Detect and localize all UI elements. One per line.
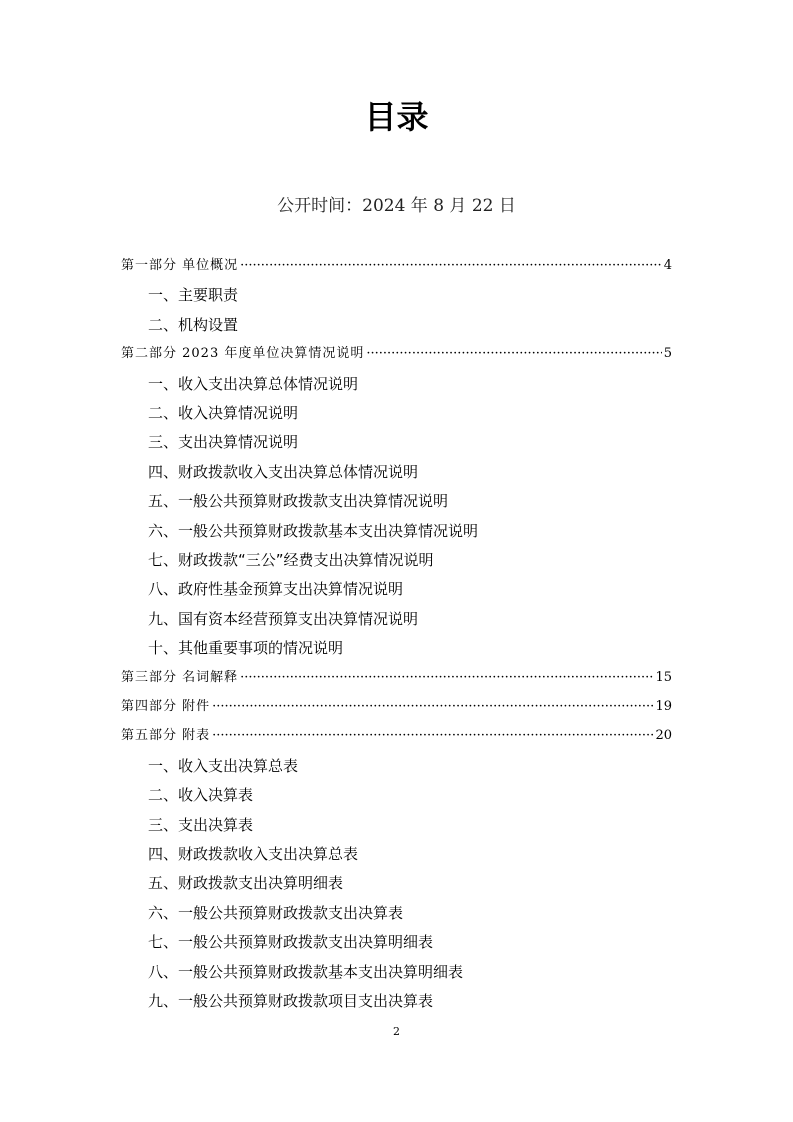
toc-item[interactable]: 二、收入决算情况说明 <box>148 404 299 422</box>
toc-part[interactable] <box>121 343 672 365</box>
toc-leader-dots <box>240 255 662 277</box>
toc-item[interactable]: 二、机构设置 <box>148 315 239 334</box>
toc-item[interactable]: 一、收入支出决算总表 <box>148 756 299 775</box>
toc-leader-dots <box>212 725 653 747</box>
toc-part[interactable] <box>121 667 672 689</box>
toc-part-label: 第四部分 附件 <box>121 699 211 714</box>
toc-page-number: 20 <box>655 728 672 744</box>
toc-leader-dots <box>212 696 653 718</box>
toc-item[interactable]: 五、一般公共预算财政拨款支出决算情况说明 <box>148 492 449 511</box>
toc-item[interactable]: 一、收入支出决算总体情况说明 <box>148 374 359 393</box>
toc-item[interactable]: 七、一般公共预算财政拨款支出决算明细表 <box>148 933 434 952</box>
toc-leader-dots <box>240 667 653 689</box>
toc-part-label: 第三部分 名词解释 <box>121 669 239 685</box>
toc-item[interactable]: 二、收入决算表 <box>148 786 254 805</box>
toc-item[interactable]: 三、支出决算情况说明 <box>148 433 299 452</box>
toc-item[interactable]: 四、财政拨款收入支出决算总体情况说明 <box>148 462 419 481</box>
toc-part[interactable] <box>121 255 672 277</box>
toc-part-label: 第五部分 附表 <box>121 728 211 744</box>
toc-item[interactable]: 九、一般公共预算财政拨款项目支出决算表 <box>148 992 434 1010</box>
toc-item[interactable]: 八、政府性基金预算支出决算情况说明 <box>148 580 404 599</box>
toc-part[interactable] <box>121 696 672 718</box>
toc-page-number: 15 <box>655 669 672 685</box>
page-number: 2 <box>393 1025 400 1038</box>
toc-item[interactable]: 六、一般公共预算财政拨款基本支出决算情况说明 <box>148 521 479 540</box>
toc-part-label: 第一部分 单位概况 <box>121 258 239 273</box>
toc-part-label: 第二部分 2023 年度单位决算情况说明 <box>121 346 365 362</box>
toc-page-number: 5 <box>663 346 672 362</box>
toc-item[interactable]: 一、主要职责 <box>148 286 239 305</box>
toc-item[interactable]: 四、财政拨款收入支出决算总表 <box>148 845 359 863</box>
toc-item[interactable]: 五、财政拨款支出决算明细表 <box>148 874 344 893</box>
toc-page-number: 4 <box>663 258 672 273</box>
toc-page-number: 19 <box>655 699 672 714</box>
page-title: 目录 <box>364 98 429 136</box>
toc-item[interactable]: 七、财政拨款“三公”经费支出决算情况说明 <box>148 551 434 569</box>
toc-item[interactable]: 十、其他重要事项的情况说明 <box>148 639 344 658</box>
toc-part[interactable] <box>121 725 672 747</box>
toc-item[interactable]: 三、支出决算表 <box>148 815 254 834</box>
toc-item[interactable]: 八、一般公共预算财政拨款基本支出决算明细表 <box>148 962 464 981</box>
publish-date: 公开时间：2024 年 8 月 22 日 <box>277 196 516 216</box>
toc-item[interactable]: 六、一般公共预算财政拨款支出决算表 <box>148 903 404 922</box>
toc-item[interactable]: 九、国有资本经营预算支出决算情况说明 <box>148 609 419 628</box>
toc-leader-dots <box>366 343 661 365</box>
